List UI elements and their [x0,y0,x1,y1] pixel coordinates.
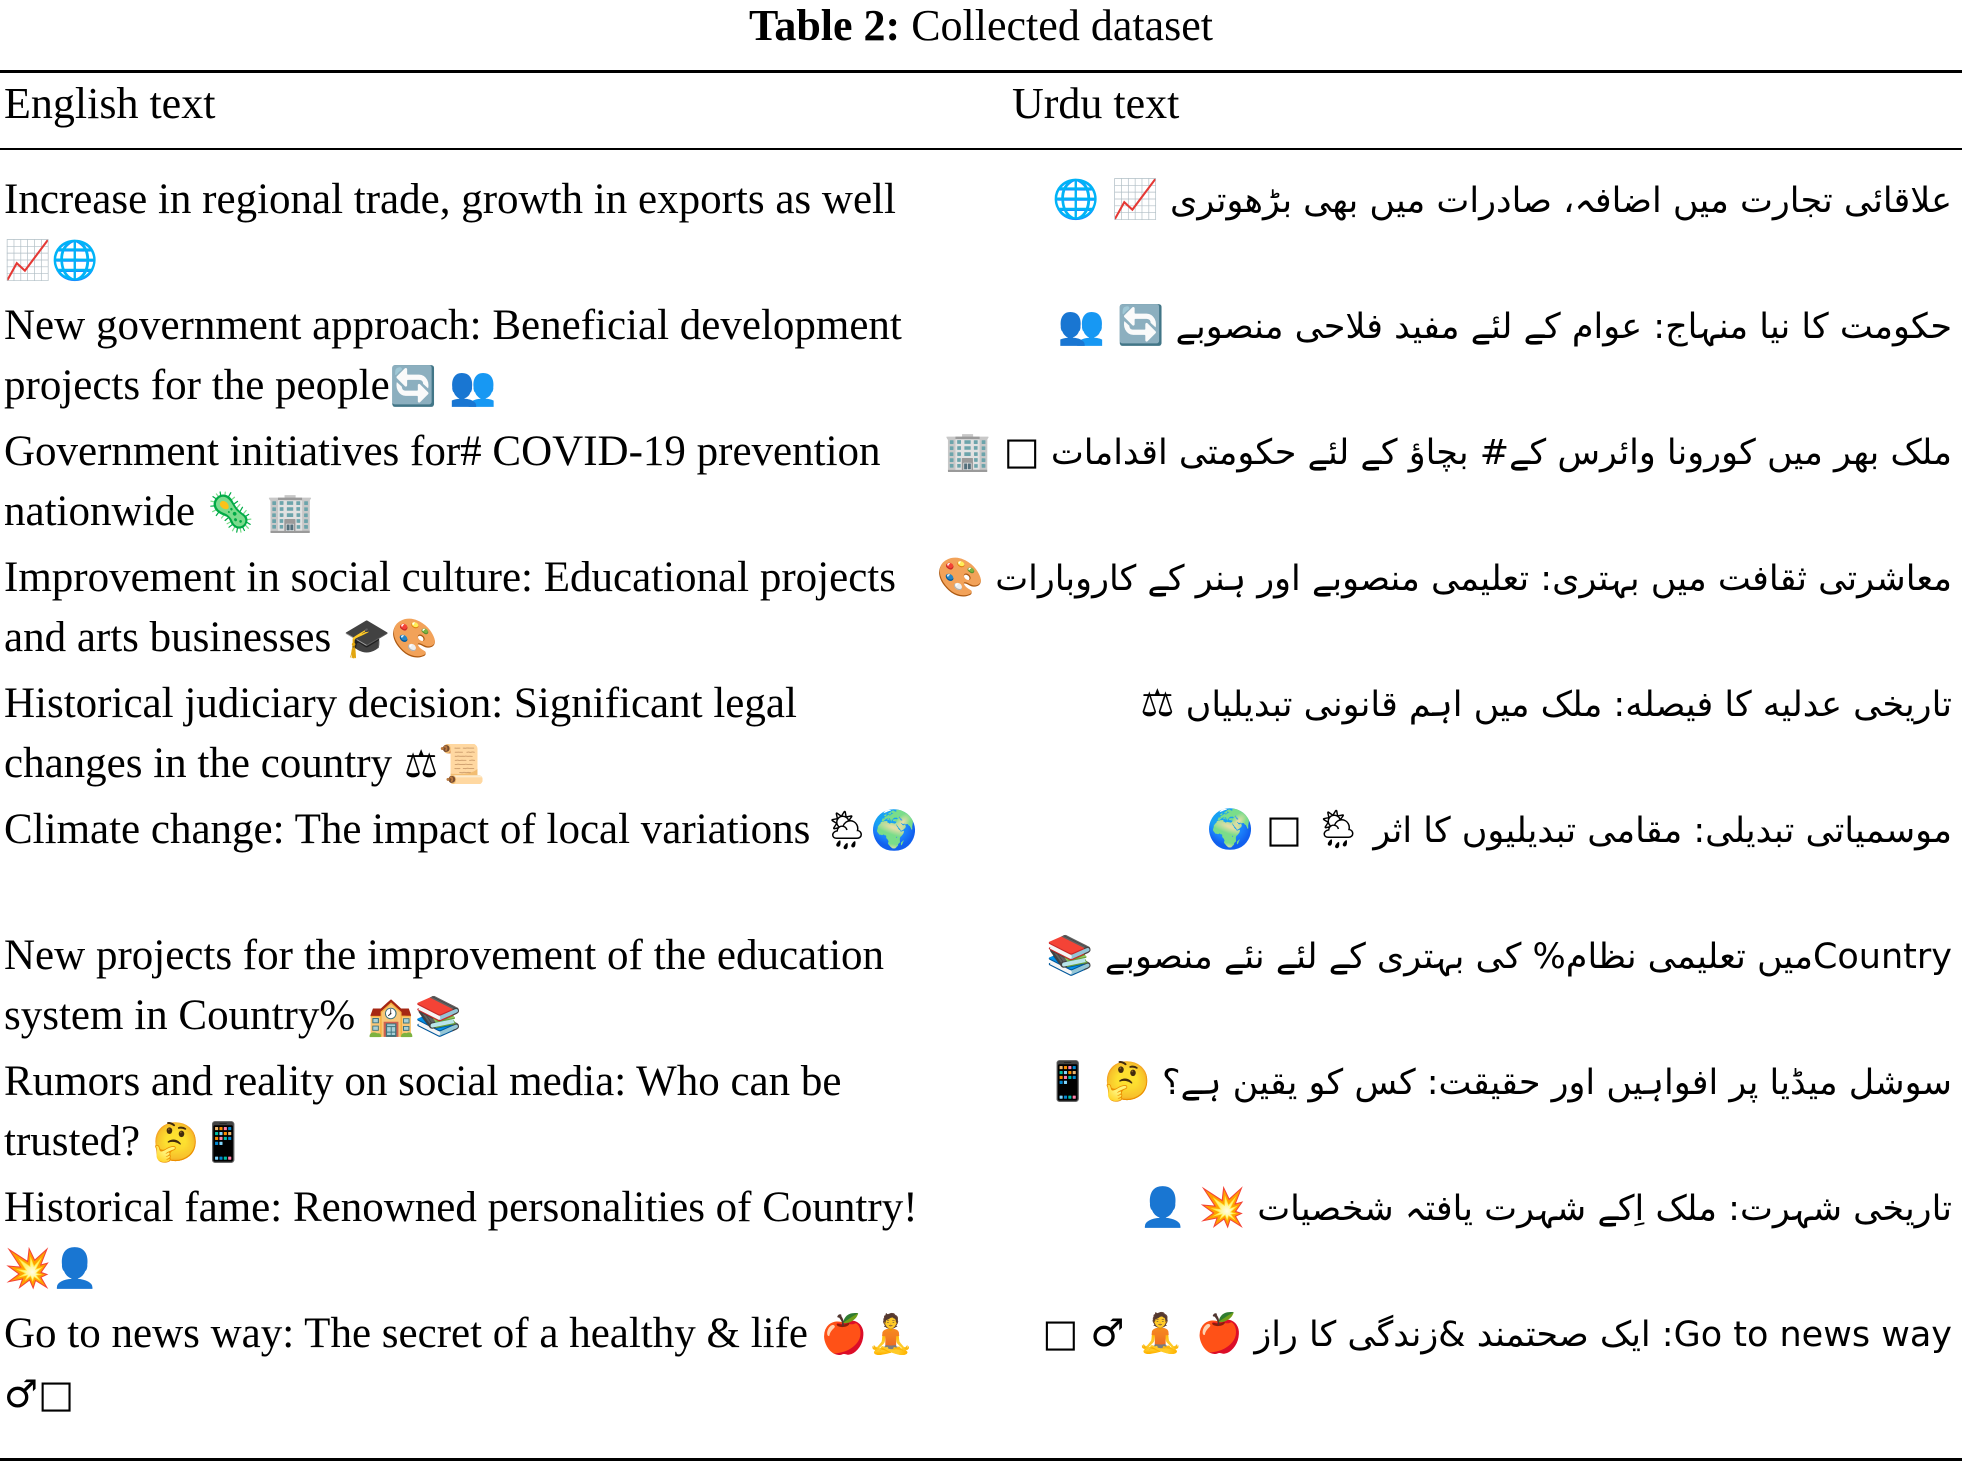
english-cell [4,1178,924,1298]
urdu-text: Countryمیں تعلیمی نظام% کی بہتری کے لئے نئے منصوبے [1104,937,1952,977]
graduation-palette-icon: 🎓🎨 [331,616,438,660]
english-cell [4,296,924,416]
urdu-cell [944,426,1952,478]
english-cell [4,422,924,542]
table-caption-label: Table 2: [749,1,901,50]
english-text: Improvement in social culture: Educational projects and arts businesses [4,554,896,661]
english-text: Historical judiciary decision: Significant legal changes in the country [4,680,797,787]
table-header-rule [0,148,1962,150]
english-cell [4,926,924,1046]
urdu-cell [1022,300,1952,352]
urdu-cell [1022,930,1952,982]
urdu-cell [936,552,1952,604]
english-text: New projects for the improvement of the education system in Country% [4,932,885,1039]
apple-yoga-male-icon: 🍎🧘♂□ [4,1312,915,1416]
urdu-cell [1022,804,1952,856]
english-cell [4,800,924,860]
scales-icon: ⚖ [1140,681,1175,725]
urdu-text: موسمیاتی تبدیلی: مقامی تبدیلیوں کا اثر [1373,811,1952,851]
english-text: New government approach: Beneficial development projects for the people [4,302,902,409]
thinking-phone-icon: 🤔 📱 [1044,1059,1151,1103]
urdu-cell [1022,1056,1952,1108]
scales-scroll-icon: ⚖📜 [392,742,486,786]
urdu-column-header: Urdu text [1012,79,1180,128]
urdu-text: علاقائی تجارت میں اضافہ، صادرات میں بھی بڑھوتری [1170,181,1952,221]
table-header [0,78,1962,138]
weather-globe-icon: 🌦 □ 🌍 [1206,807,1363,851]
table-caption [0,2,1962,50]
english-text: Government initiatives for# COVID-19 prevention nationwide [4,428,881,535]
burst-person-icon: 💥👤 [4,1246,99,1290]
english-cell [4,1304,924,1424]
english-cell [4,674,924,794]
urdu-cell [1022,1308,1952,1360]
palette-icon: 🎨 [936,555,985,599]
chart-globe-icon: 📈🌐 [4,238,99,282]
urdu-text: ملک بھر میں کورونا وائرس کے# بچاؤ کے لئے حکومتی اقدامات [1050,433,1952,473]
urdu-text: تاریخی شہرت: ملک اِکے شہرت یافتہ شخصیات [1257,1189,1952,1229]
urdu-text: سوشل میڈیا پر افواہیں اور حقیقت: کس کو یقین ہے؟ [1161,1063,1952,1103]
books-icon: 📚 [1046,933,1094,977]
urdu-text: Go to news way: ایک صحتمند &زندگی کا راز [1254,1315,1952,1355]
english-cell [4,548,924,668]
table-top-rule [0,70,1962,73]
english-text: Climate change: The impact of local variations [4,806,811,853]
english-text: Increase in regional trade, growth in exports as well [4,176,896,223]
english-text: Rumors and reality on social media: Who can be trusted? [4,1058,842,1165]
apple-yoga-male-icon: 🍎 🧘 ♂ □ [1042,1311,1244,1355]
urdu-cell [1022,174,1952,226]
english-text: Go to news way: The secret of a healthy & life [4,1310,809,1357]
burst-person-icon: 💥 👤 [1139,1185,1247,1229]
english-cell [4,1052,924,1172]
refresh-people-icon: 🔄 👥 [1057,303,1165,347]
urdu-text: معاشرتی ثقافت میں بہتری: تعلیمی منصوبے اور ہنر کے کاروبارات [995,559,1952,599]
building-icon: □ 🏢 [944,429,1040,473]
school-books-icon: 🏫📚 [355,994,462,1038]
chart-globe-icon: 📈 🌐 [1052,177,1159,221]
thinking-phone-icon: 🤔📱 [140,1120,247,1164]
refresh-people-icon: 🔄 👥 [389,364,497,408]
weather-globe-icon: 🌦🌍 [810,808,919,852]
virus-building-icon: 🦠 🏢 [195,490,314,534]
english-cell [4,170,924,290]
english-column-header: English text [4,79,216,128]
urdu-text: حکومت کا نیا منہاج: عوام کے لئے مفید فلاحی منصوبے [1175,307,1952,347]
urdu-cell [1022,1182,1952,1234]
table-bottom-rule [0,1458,1962,1461]
english-text: Historical fame: Renowned personalities of Country! [4,1184,918,1231]
urdu-text: تاریخی عدلیه کا فیصله: ملک میں اہم قانونی تبدیلیاں [1185,685,1952,725]
table-caption-text: Collected dataset [911,1,1213,50]
urdu-cell [1022,678,1952,730]
